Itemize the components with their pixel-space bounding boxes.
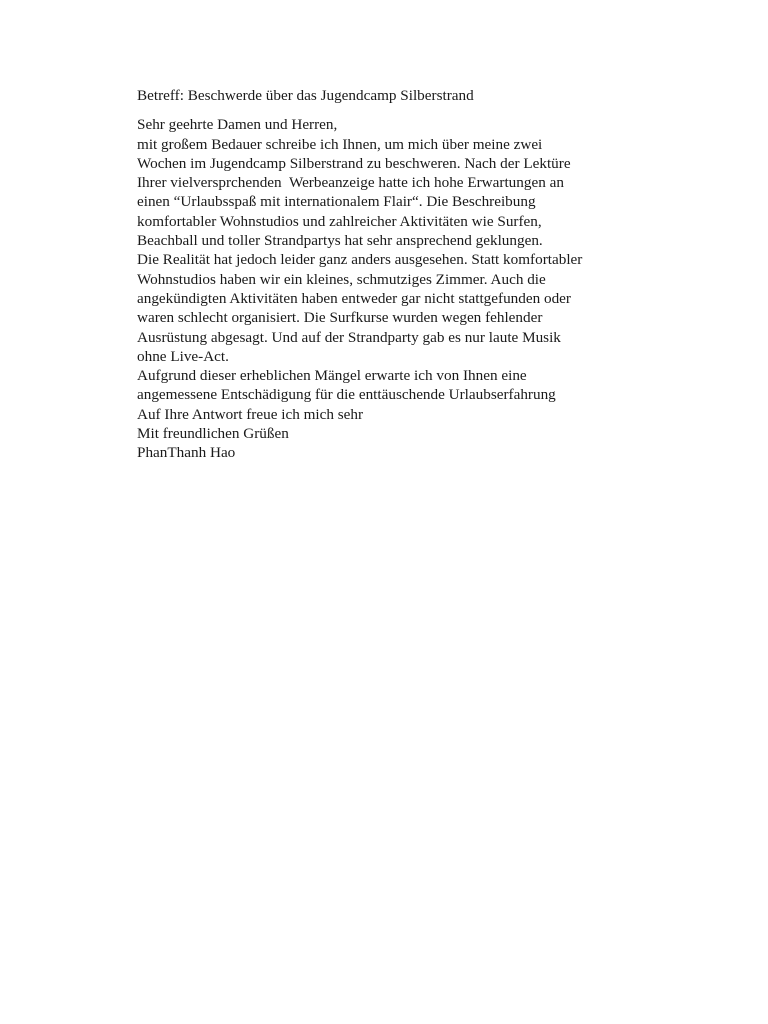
salutation: Sehr geehrte Damen und Herren, (137, 116, 338, 134)
text-line: Wohnstudios haben wir ein kleines, schmutziges Zimmer. Auch die (137, 270, 546, 288)
text-line: Wochen im Jugendcamp Silberstrand zu beschweren. Nach der Lektüre (137, 154, 571, 172)
text-line: Ihrer vielversprchenden Werbeanzeige hatte ich hohe Erwartungen an (137, 174, 564, 192)
text-line: Ausrüstung abgesagt. Und auf der Strandparty gab es nur laute Musik (137, 328, 561, 346)
text-line: komfortabler Wohnstudios und zahlreicher Aktivitäten wie Surfen, (137, 212, 542, 230)
letter-body (137, 86, 617, 463)
text-line: angekündigten Aktivitäten haben entweder gar nicht stattgefunden oder (137, 289, 571, 307)
closing-line: Auf Ihre Antwort freue ich mich sehr (137, 405, 364, 423)
letter-text (137, 115, 617, 462)
text-line: waren schlecht organisiert. Die Surfkurse wurden wegen fehlender (137, 309, 543, 327)
signature-name: PhanThanh Hao (137, 444, 236, 462)
text-line: Beachball und toller Strandpartys hat sehr ansprechend geklungen. (137, 232, 543, 250)
text-line: mit großem Bedauer schreibe ich Ihnen, um mich über meine zwei (137, 135, 543, 153)
letter-subject: Betreff: Beschwerde über das Jugendcamp Silberstrand (137, 87, 474, 104)
text-line: Die Realität hat jedoch leider ganz anders ausgesehen. Statt komfortabler (137, 251, 583, 269)
text-line: ohne Live-Act. (137, 347, 229, 365)
text-line: einen “Urlaubsspaß mit internationalem Flair“. Die Beschreibung (137, 193, 536, 211)
text-line: angemessene Entschädigung für die enttäuschende Urlaubserfahrung (137, 386, 556, 404)
valediction: Mit freundlichen Grüßen (137, 425, 289, 443)
text-line: Aufgrund dieser erheblichen Mängel erwarte ich von Ihnen eine (137, 367, 527, 385)
